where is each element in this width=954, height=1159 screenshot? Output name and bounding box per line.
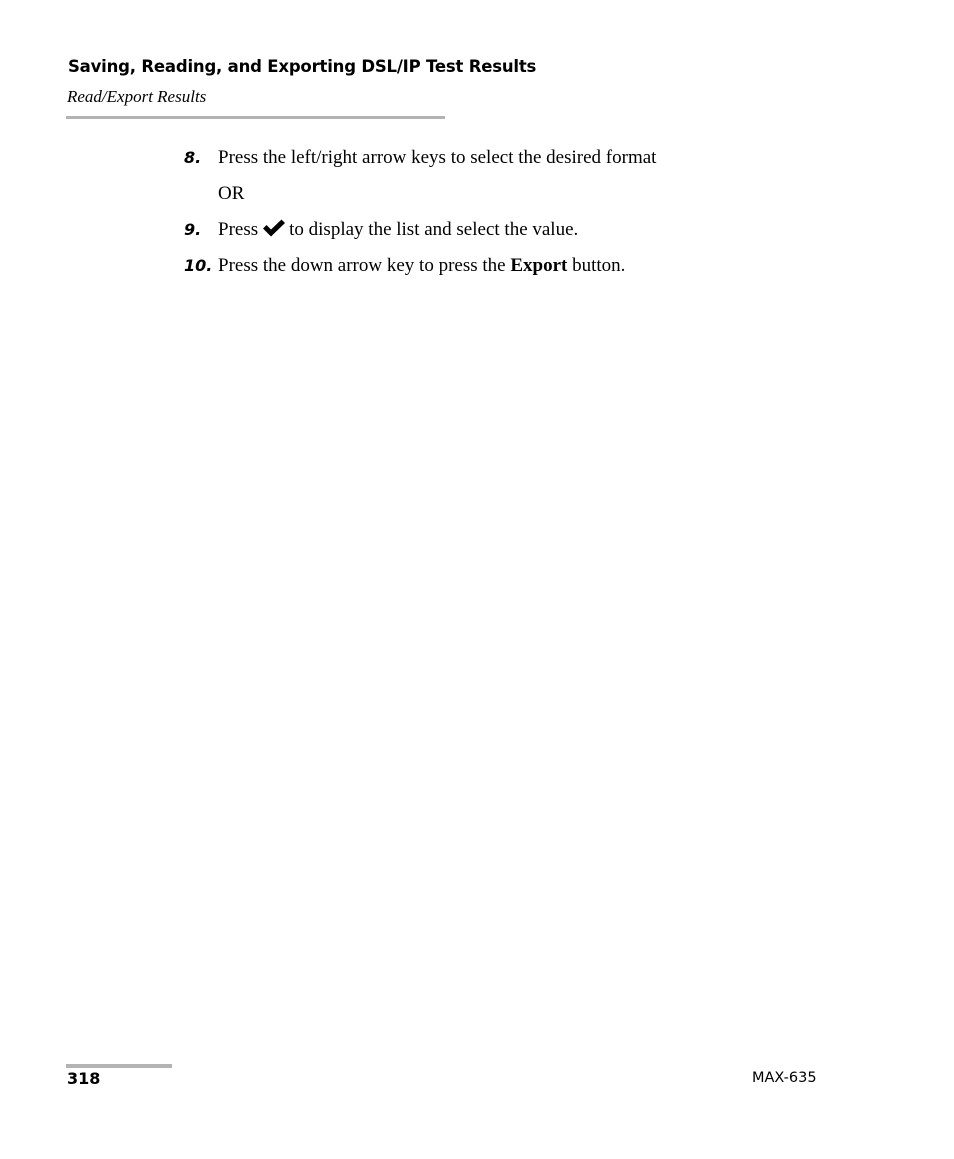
or-connector: OR — [218, 183, 245, 204]
chapter-title: Saving, Reading, and Exporting DSL/IP Test Results — [68, 57, 537, 76]
step-text-after: to display the list and select the value. — [289, 219, 579, 240]
export-button-label: Export — [510, 255, 568, 276]
product-name: MAX-635 — [752, 1070, 817, 1086]
step-number: 10. — [184, 256, 213, 275]
step-text-before: Press the down arrow key to press the — [218, 255, 511, 276]
checkmark-icon — [261, 219, 287, 237]
step-number: 9. — [184, 220, 202, 239]
step-text-after: button. — [567, 255, 626, 276]
footer-divider — [66, 1064, 172, 1068]
step-text — [218, 219, 578, 241]
step-text — [218, 255, 625, 277]
header-divider — [66, 116, 445, 119]
step-number: 8. — [184, 148, 202, 167]
step-text: Press the left/right arrow keys to select the desired format — [218, 147, 657, 168]
section-subtitle: Read/Export Results — [67, 87, 207, 106]
step-text-before: Press — [218, 219, 259, 240]
page-number: 318 — [67, 1069, 101, 1088]
